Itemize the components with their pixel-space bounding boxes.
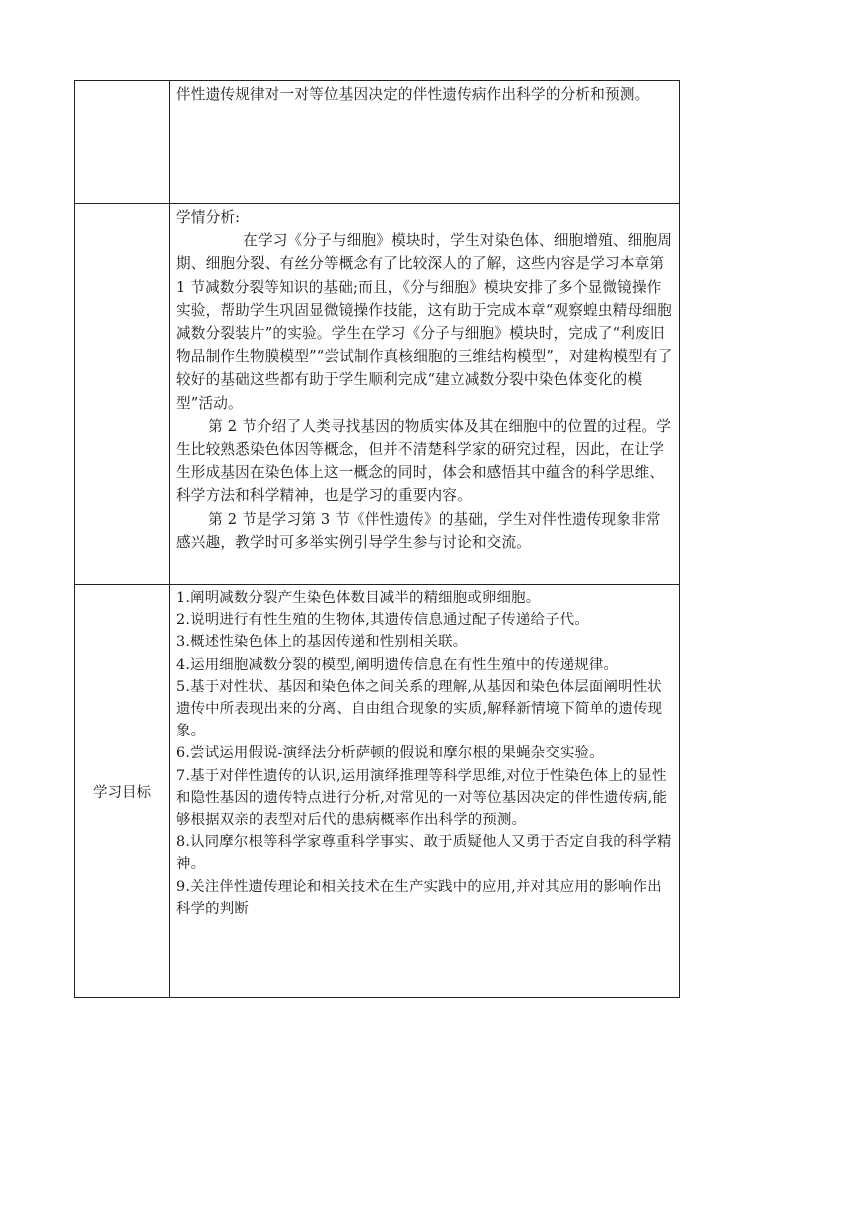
- goals-cell: [170, 585, 680, 998]
- goals-label: 学习目标: [75, 585, 170, 998]
- goal-item: 8.认同摩尔根等科学家尊重科学事实、敢于质疑他人又勇于否定自我的科学精神。: [176, 834, 672, 873]
- goal-item: 5.基于对性状、基因和染色体之间关系的理解,从基因和染色体层面阐明性状遗传中所表现出来的分离、自由组合现象的实质,解释新情境下简单的遗传现象。: [176, 678, 663, 740]
- analysis-heading: 学情分析:: [176, 209, 241, 226]
- table-row: [75, 585, 680, 998]
- goal-item: 9.关注伴性遗传理论和相关技术在生产实践中的应用,并对其应用的影响作出科学的判断: [176, 878, 662, 917]
- goal-item: 3.概述性染色体上的基因传递和性别相关联。: [176, 634, 468, 651]
- analysis-paragraph: 在学习《分子与细胞》模块时，学生对染色体、细胞增殖、细胞周期、细胞分裂、有丝分等概念有了比较深人的了解，这些内容是学习本章第 1 节减数分裂等知识的基础;而且，《分与细胞》模块安排了多个显微镜操作实验，帮助学生巩固显微镜操作技能，这有助于完成本章“观察蝗虫精母细胞减数分裂装片”的实验。学生在学习《分子与细胞》模块时，完成了“利废旧物品制作生物膜模型”“尝试制作真核细胞的三维结构模型”，对建构模型有了较好的基础这些都有助于学生顺利完成“建立减数分裂中染色体变化的模型”活动。: [176, 232, 673, 412]
- continuation-text: 伴性遗传规律对一对等位基因决定的伴性遗传病作出科学的分析和预测。: [176, 86, 650, 103]
- table-row: [75, 204, 680, 585]
- analysis-cell: [170, 204, 680, 585]
- content-cell: [170, 81, 680, 204]
- goal-item: 6.尝试运用假说-演绎法分析萨顿的假说和摩尔根的果蝇杂交实验。: [176, 745, 604, 762]
- empty-label-cell: [75, 81, 170, 204]
- table-row: [75, 81, 680, 204]
- analysis-paragraph: 第 2 节介绍了人类寻找基因的物质实体及其在细胞中的位置的过程。学生比较熟悉染色体因等概念，但并不清楚科学家的研究过程，因此，在让学生形成基因在染色体上这一概念的同时，体会和感悟其中蕴含的科学思维、科学方法和科学精神，也是学习的重要内容。: [176, 417, 672, 505]
- goal-item: 2.说明进行有性生殖的生物体,其遗传信息通过配子传递给子代。: [176, 612, 589, 629]
- goal-item: 4.运用细胞减数分裂的模型,阐明遗传信息在有性生殖中的传递规律。: [176, 656, 619, 673]
- empty-label-cell: [75, 204, 170, 585]
- analysis-paragraph: 第 2 节是学习第 3 节《伴性遗传》的基础，学生对伴性遗传现象非常感兴趣，教学时可多举实例引导学生参与讨论和交流。: [176, 510, 661, 551]
- lesson-plan-table: [74, 80, 680, 998]
- goal-item: 7.基于对伴性遗传的认识,运用演绎推理等科学思维,对位于性染色体上的显性和隐性基因的遗传特点进行分析,对常见的一对等位基因决定的伴性遗传病,能够根据双亲的表型对后代的患病概率作出科学的预测。: [176, 767, 668, 829]
- goal-item: 1.阐明减数分裂产生染色体数目减半的精细胞或卵细胞。: [176, 590, 541, 606]
